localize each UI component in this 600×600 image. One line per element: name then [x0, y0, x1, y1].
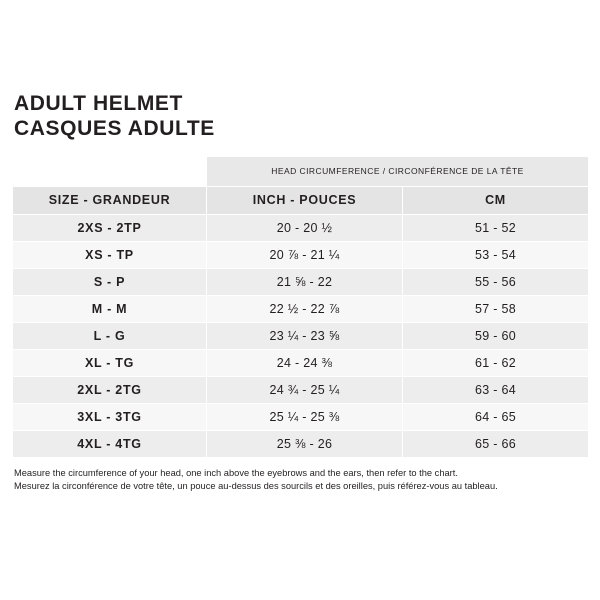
table-row: [13, 295, 589, 322]
cell-inch: 20 - 20 ½: [207, 214, 403, 241]
column-header-cm: CM: [403, 186, 589, 214]
cell-size: 4XL - 4TG: [13, 430, 207, 457]
cell-size: XL - TG: [13, 349, 207, 376]
column-header-size: SIZE - GRANDEUR: [13, 186, 207, 214]
cell-size: 2XS - 2TP: [13, 214, 207, 241]
size-chart-table: [12, 156, 589, 458]
cell-size: 3XL - 3TG: [13, 403, 207, 430]
cell-inch: 24 - 24 ⅜: [207, 349, 403, 376]
page-title-french: CASQUES ADULTE: [14, 116, 215, 140]
cell-inch: 25 ¼ - 25 ⅜: [207, 403, 403, 430]
cell-cm: 59 - 60: [403, 322, 589, 349]
page-title-english: ADULT HELMET: [14, 92, 183, 115]
group-header-spacer: [13, 156, 207, 186]
table-group-header-row: [13, 156, 589, 186]
cell-cm: 53 - 54: [403, 241, 589, 268]
cell-cm: 64 - 65: [403, 403, 589, 430]
cell-inch: 22 ½ - 22 ⅞: [207, 295, 403, 322]
measurement-notes: [14, 467, 588, 493]
table-row: [13, 214, 589, 241]
cell-size: M - M: [13, 295, 207, 322]
table-column-header-row: [13, 186, 589, 214]
group-header-circumference: HEAD CIRCUMFERENCE / CIRCONFÉRENCE DE LA TÊTE: [207, 156, 589, 186]
cell-inch: 25 ⅜ - 26: [207, 430, 403, 457]
cell-size: XS - TP: [13, 241, 207, 268]
cell-size: L - G: [13, 322, 207, 349]
cell-inch: 24 ¾ - 25 ¼: [207, 376, 403, 403]
cell-inch: 20 ⅞ - 21 ¼: [207, 241, 403, 268]
cell-cm: 55 - 56: [403, 268, 589, 295]
note-french: Mesurez la circonférence de votre tête, un pouce au-dessus des sourcils et des oreilles, puis référez-vous au tableau.: [14, 480, 498, 491]
table-row: [13, 403, 589, 430]
cell-cm: 57 - 58: [403, 295, 589, 322]
table-row: [13, 349, 589, 376]
cell-inch: 23 ¼ - 23 ⅝: [207, 322, 403, 349]
table-row: [13, 376, 589, 403]
cell-cm: 51 - 52: [403, 214, 589, 241]
column-header-inch: INCH - POUCES: [207, 186, 403, 214]
cell-cm: 65 - 66: [403, 430, 589, 457]
table-row: [13, 241, 589, 268]
page-title: [14, 92, 588, 142]
cell-inch: 21 ⅝ - 22: [207, 268, 403, 295]
table-row: [13, 322, 589, 349]
cell-cm: 61 - 62: [403, 349, 589, 376]
note-english: Measure the circumference of your head, one inch above the eyebrows and the ears, then refer to the chart.: [14, 467, 458, 478]
cell-size: 2XL - 2TG: [13, 376, 207, 403]
table-body: [13, 214, 589, 457]
cell-size: S - P: [13, 268, 207, 295]
table-row: [13, 430, 589, 457]
table-row: [13, 268, 589, 295]
cell-cm: 63 - 64: [403, 376, 589, 403]
